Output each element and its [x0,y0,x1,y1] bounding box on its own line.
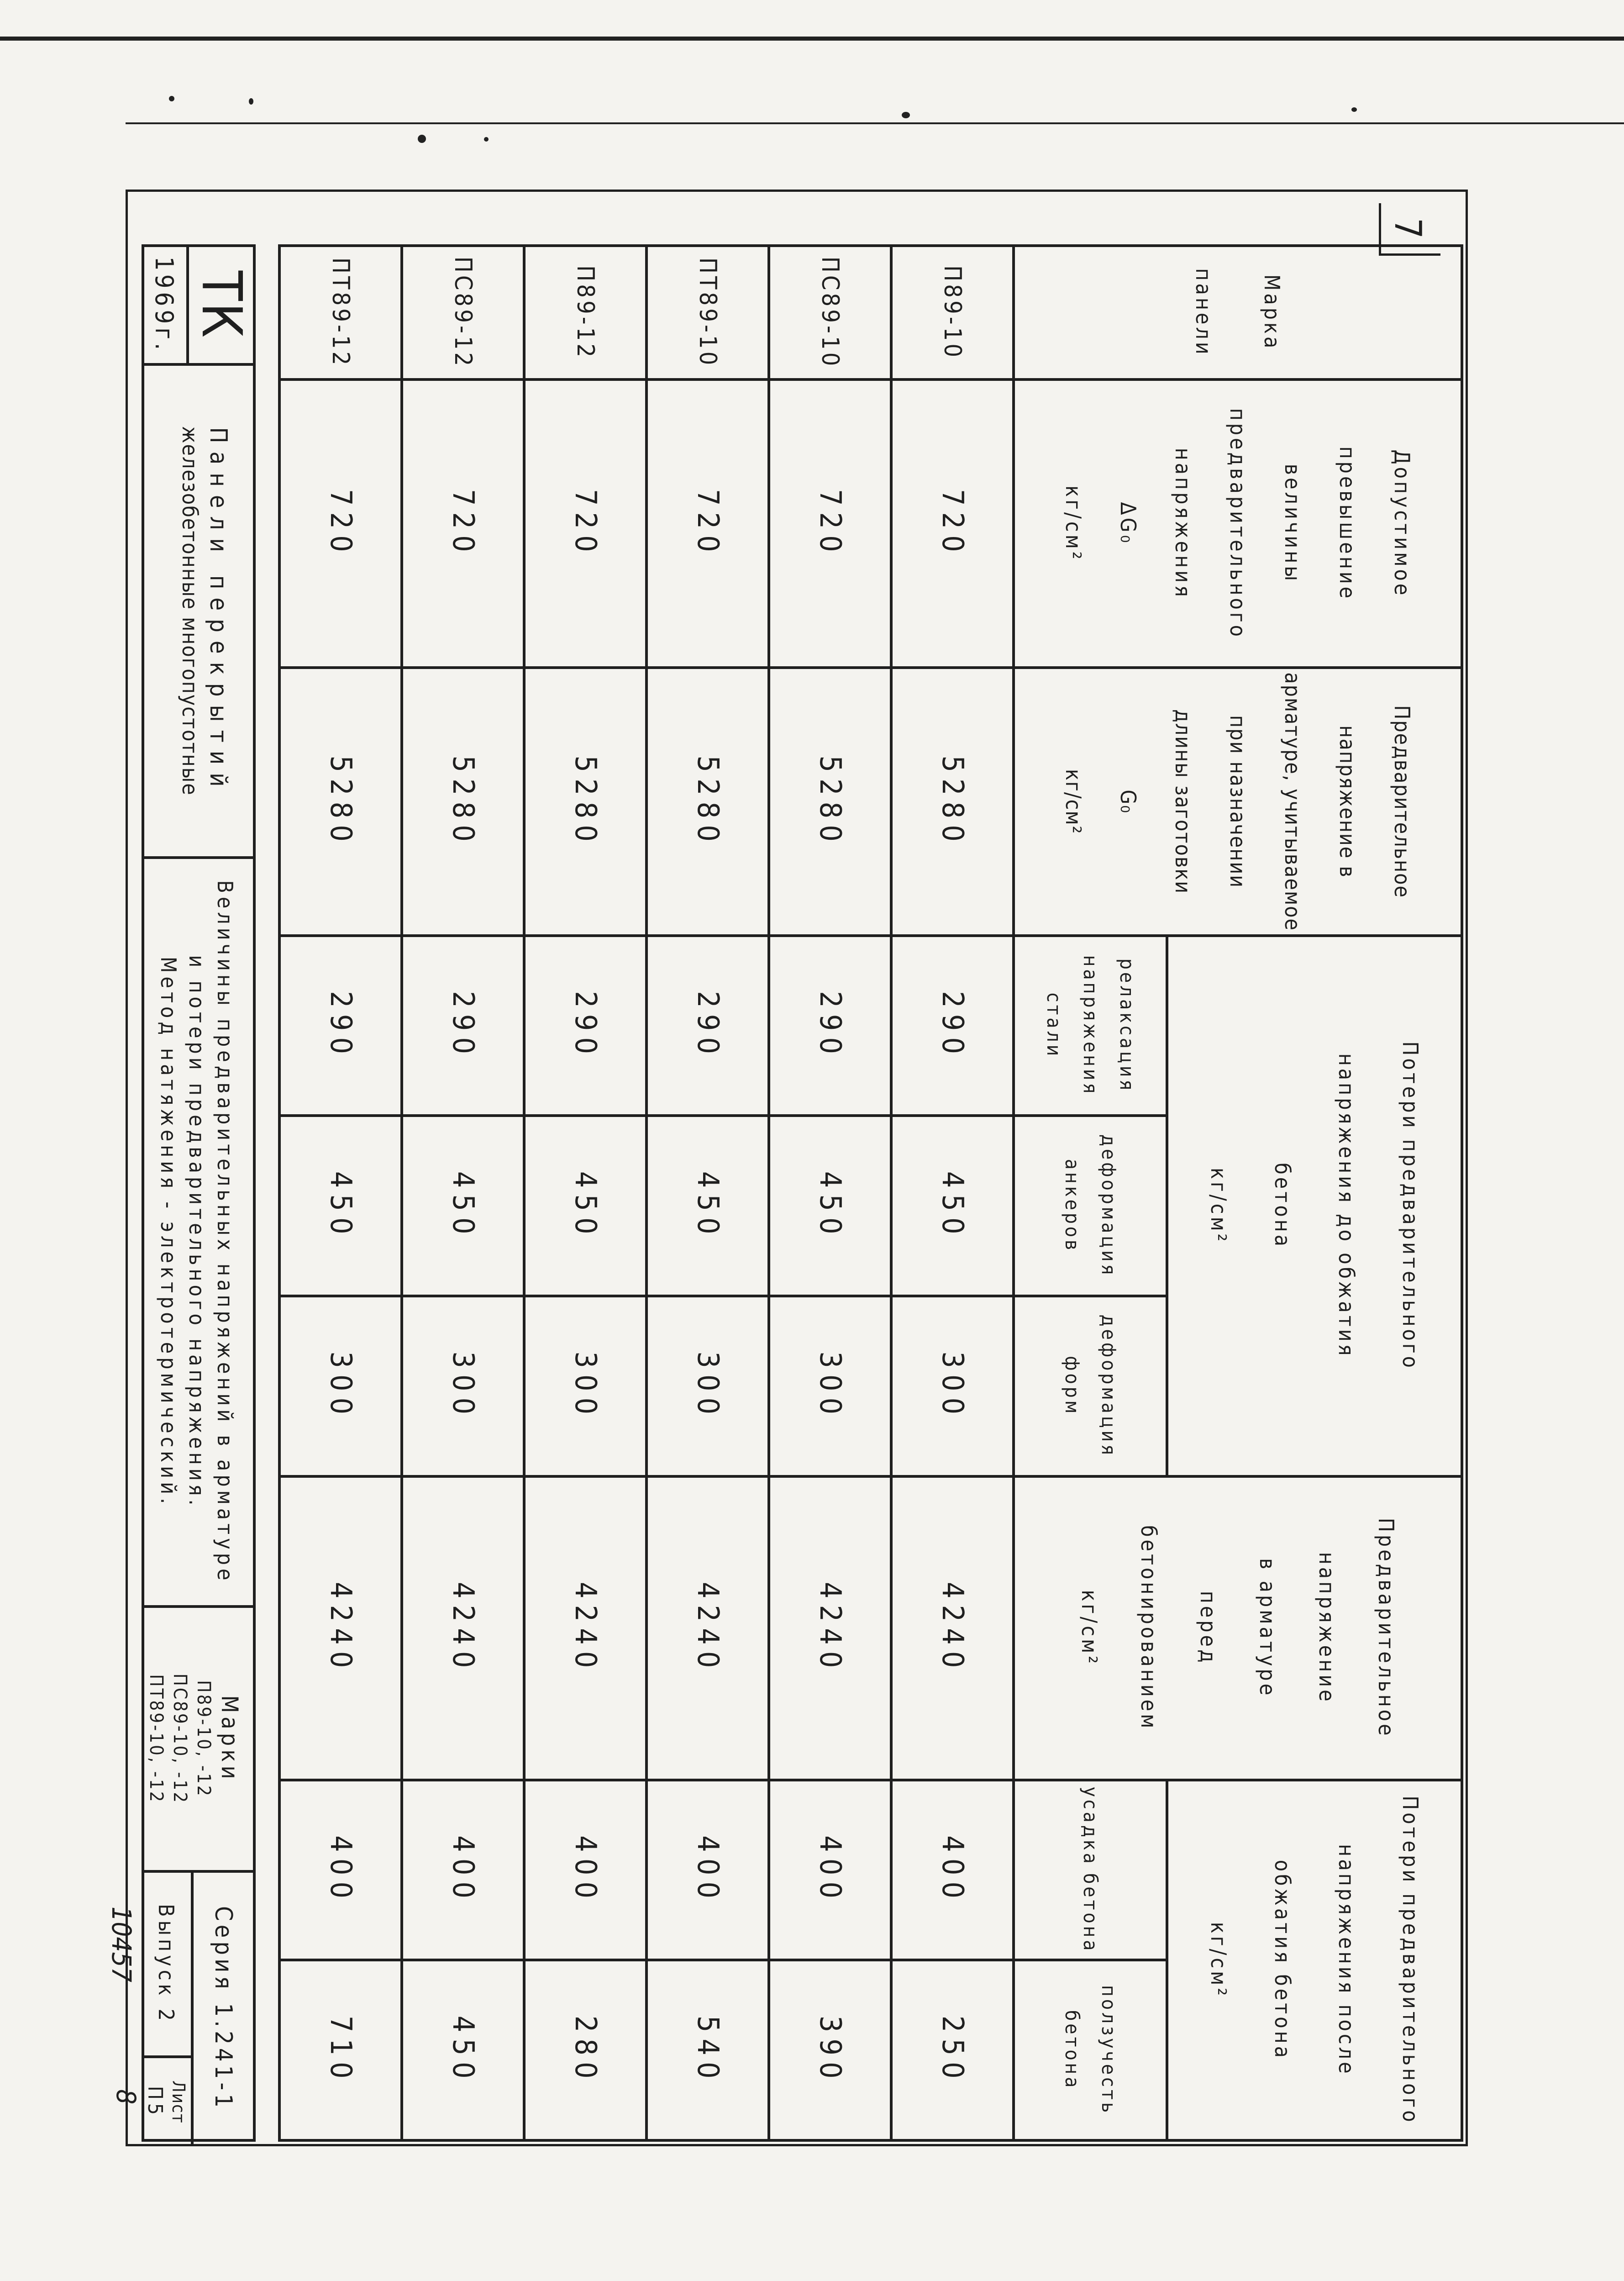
cell-formy: 300 [402,1296,524,1476]
scan-second-rule [126,122,1624,124]
scan-speck [249,98,253,105]
cell-relax: 290 [402,936,524,1116]
table-row [524,246,646,2140]
scan-speck [169,96,174,101]
cell-relax: 290 [646,936,769,1116]
scan-speck [902,112,910,118]
cell-pered: 4240 [524,1476,646,1780]
cell-marka: П89-12 [524,246,646,379]
title-org-cell [144,247,253,366]
scan-speck [484,137,489,142]
cell-ankery: 450 [769,1116,891,1296]
header-row [1167,246,1462,2140]
marks-line-1: П89-10, -12 [193,1680,214,1798]
cell-marka: ПТ89-12 [279,246,402,379]
description-line-3: Метод натяжения - электротермический. [156,956,181,1508]
col-predv-arm: Предварительное напряжение в арматуре, учитываемое при назначении длины заготовки G₀ кг/см² [1014,668,1462,935]
cell-formy: 300 [769,1296,891,1476]
title-block [142,244,256,2142]
cell-ankery: 450 [891,1116,1014,1296]
scan-speck [1351,107,1357,112]
sub-polzuchest: ползучесть бетона [1014,1960,1167,2140]
sub-usadka: усадка бетона [1014,1780,1167,1960]
table-row [279,246,402,2140]
col-predv-pered: Предварительное напряжение в арматуре перед бетонированием кг/см² [1014,1476,1462,1780]
scan-top-rule [0,37,1624,41]
sheet-number: П5 [143,2086,167,2118]
cell-formy: 300 [891,1296,1014,1476]
col-poteri-do: Потери предварительного напряжения до обжатия бетона кг/см² [1167,936,1462,1476]
cell-polz: 450 [402,1960,524,2140]
cell-polz: 280 [524,1960,646,2140]
cell-pered: 4240 [646,1476,769,1780]
cell-usadka: 400 [769,1780,891,1960]
cell-ankery: 450 [279,1116,402,1296]
stress-table [278,244,1463,2142]
marks-line-2: ПС89-10, -12 [169,1673,190,1805]
scan-speck [418,135,426,143]
cell-dop: 720 [279,379,402,668]
cell-usadka: 400 [279,1780,402,1960]
rotated-sheet [106,244,1463,2142]
cell-marka: ПТ89-10 [646,246,769,379]
cell-ankery: 450 [646,1116,769,1296]
sub-relax: релаксация напряжения стали [1014,936,1167,1116]
cell-predv: 5280 [891,668,1014,935]
marks-line-3: ПТ89-10, -12 [146,1674,167,1804]
cell-predv: 5280 [646,668,769,935]
description-line-1: Величины предварительных напряжений в арматуре [213,880,237,1584]
margin-note-8: 8 [110,2089,142,2105]
cell-polz: 390 [769,1960,891,2140]
year: 1969г. [150,256,179,354]
cell-relax: 290 [524,936,646,1116]
sub-formy: деформация форм [1014,1296,1167,1476]
cell-marka: П89-10 [891,246,1014,379]
cell-ankery: 450 [524,1116,646,1296]
cell-relax: 290 [769,936,891,1116]
cell-dop: 720 [646,379,769,668]
sheet-label: Лист [168,2081,189,2124]
cell-usadka: 400 [402,1780,524,1960]
page-number: 7 [1387,218,1429,239]
cell-formy: 300 [646,1296,769,1476]
issue: Выпуск 2 [142,1873,191,2058]
cell-usadka: 400 [891,1780,1014,1960]
org-code: ТК [186,247,253,363]
cell-pered: 4240 [279,1476,402,1780]
cell-predv: 5280 [524,668,646,935]
cell-relax: 290 [279,936,402,1116]
cell-relax: 290 [891,936,1014,1116]
title-series-cell [144,1873,253,2144]
col-poteri-posle: Потери предварительного напряжения после обжатия бетона кг/см² [1167,1780,1462,2140]
cell-formy: 300 [524,1296,646,1476]
col-dopustimoe: Допустимое превышение величины предварительного напряжения ΔG₀ кг/см² [1014,379,1462,668]
sub-ankery: деформация анкеров [1014,1116,1167,1296]
cell-predv: 5280 [279,668,402,935]
cell-predv: 5280 [769,668,891,935]
cell-pered: 4240 [891,1476,1014,1780]
cell-dop: 720 [769,379,891,668]
title-marks-cell [144,1608,253,1873]
cell-ankery: 450 [402,1116,524,1296]
cell-dop: 720 [402,379,524,668]
table-row [891,246,1014,2140]
cell-usadka: 400 [524,1780,646,1960]
cell-polz: 540 [646,1960,769,2140]
cell-pered: 4240 [769,1476,891,1780]
description-line-2: и потери предварительного напряжения. [184,955,209,1509]
cell-polz: 710 [279,1960,402,2140]
table-body [279,246,1014,2140]
cell-usadka: 400 [646,1780,769,1960]
product-line-1: Панели перекрытий [205,427,232,795]
table-row [769,246,891,2140]
title-product-cell [144,366,253,859]
cell-predv: 5280 [402,668,524,935]
cell-formy: 300 [279,1296,402,1476]
table-row [402,246,524,2140]
col-marka: Марка панели [1014,246,1462,379]
cell-dop: 720 [524,379,646,668]
title-description-cell [144,859,253,1608]
product-line-2: железобетонные многопустотные [178,426,202,796]
margin-note-archive-number: 10457 [106,1907,137,1982]
cell-polz: 250 [891,1960,1014,2140]
cell-marka: ПС89-10 [769,246,891,379]
series: Серия 1.241-1 [191,1873,253,2144]
table-row [646,246,769,2140]
marks-label: Марки [216,1695,243,1783]
cell-pered: 4240 [402,1476,524,1780]
cell-dop: 720 [891,379,1014,668]
cell-marka: ПС89-12 [402,246,524,379]
